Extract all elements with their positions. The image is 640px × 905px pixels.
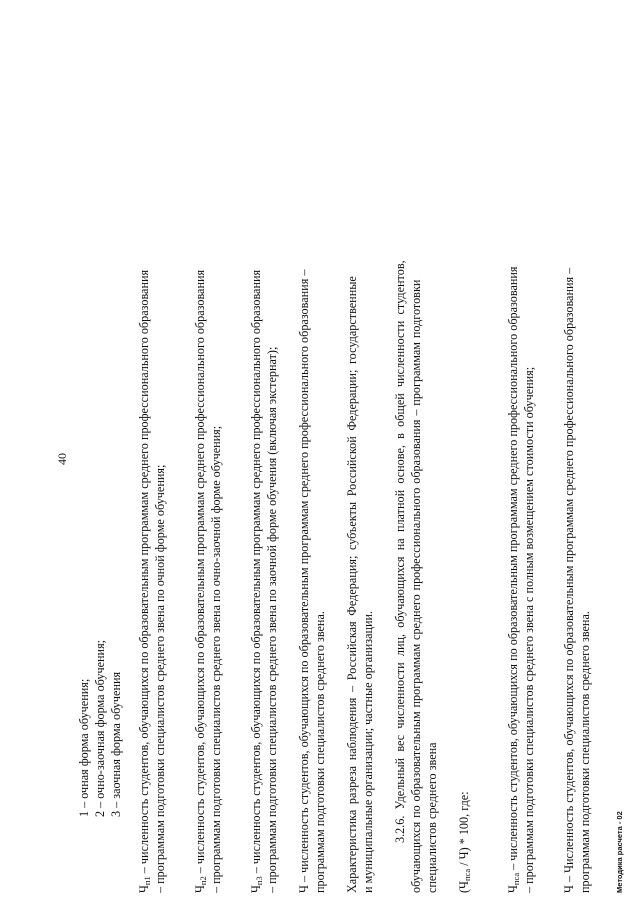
definition-text: – численность студентов, обучающихся по образовательным программам среднего профессионального образования — [137, 269, 151, 877]
definition-line: программам подготовки специалистов среднего звена. — [313, 611, 327, 893]
definition-symbol: Ч — [562, 885, 576, 893]
definition-text: – численность студентов, обучающихся по образовательным программам среднего профессионального образования — [193, 269, 207, 877]
formula-subscript: пса — [462, 868, 472, 882]
definition-line: – программам подготовки специалистов среднего звена по заочной форме обучения (включая экстернат); — [265, 346, 279, 893]
definition-subscript: п3 — [254, 876, 264, 886]
definition-line — [296, 270, 312, 893]
definition-symbol: Ч — [297, 885, 311, 893]
formula-rest: / Ч) * 100, где: — [457, 791, 471, 869]
characteristic-line: и муниципальные организации; частные организации. — [361, 610, 375, 893]
definition-text: – численность студентов, обучающихся по образовательным программам среднего профессионального образования — [506, 266, 520, 873]
formula — [456, 791, 475, 893]
definition-line: программам подготовки специалистов среднего звена. — [578, 611, 592, 893]
characteristic-line: Характеристика разреза наблюдения – Российская Федерация; субъекты Российской Федерации; государственные — [345, 276, 359, 893]
section-heading-line: 3.2.6. Удельный вес численности лиц, обучающихся на платной основе, в общей численности студентов, — [393, 260, 407, 843]
formula-open: (Ч — [457, 881, 471, 893]
definition-line — [561, 268, 577, 893]
definition-line: – программам подготовки специалистов среднего звена с полным возмещением стоимости обучения; — [522, 366, 536, 893]
page-number: 40 — [55, 453, 69, 465]
list-item-form-3: 3 – заочная форма обучения — [109, 671, 123, 817]
section-heading-line: обучающихся по образовательным программам среднего профессионального образования – программам подготовки — [409, 279, 423, 893]
definition-symbol: Ч — [193, 885, 207, 893]
page-footer: Методика расчета - 02 — [615, 811, 624, 893]
definition-line: – программам подготовки специалистов среднего звена по очной форме обучения; — [153, 464, 167, 893]
definition-subscript: п1 — [142, 876, 152, 886]
definition-symbol: Ч — [137, 885, 151, 893]
definition-line: – программам подготовки специалистов среднего звена по очно-заочной форме обучения; — [209, 425, 223, 893]
definition-symbol: Ч — [249, 885, 263, 893]
list-item-form-1: 1 – очная форма обучения; — [77, 678, 91, 817]
definition-text: – численность студентов, обучающихся по образовательным программам среднего профессионального образования – — [297, 269, 311, 886]
definition-text: – Численность студентов, обучающихся по образовательным программам среднего профессионального образования – — [562, 267, 576, 886]
definition-symbol: Ч — [506, 885, 520, 893]
definition-subscript: пса — [511, 872, 521, 886]
definition-text: – численность студентов, обучающихся по образовательным программам среднего профессионального образования — [249, 269, 263, 877]
section-heading-line: специалистов среднего звена — [425, 742, 439, 893]
list-item-form-2: 2 – очно-заочная форма обучения; — [93, 639, 107, 817]
definition-subscript: п2 — [198, 876, 208, 886]
